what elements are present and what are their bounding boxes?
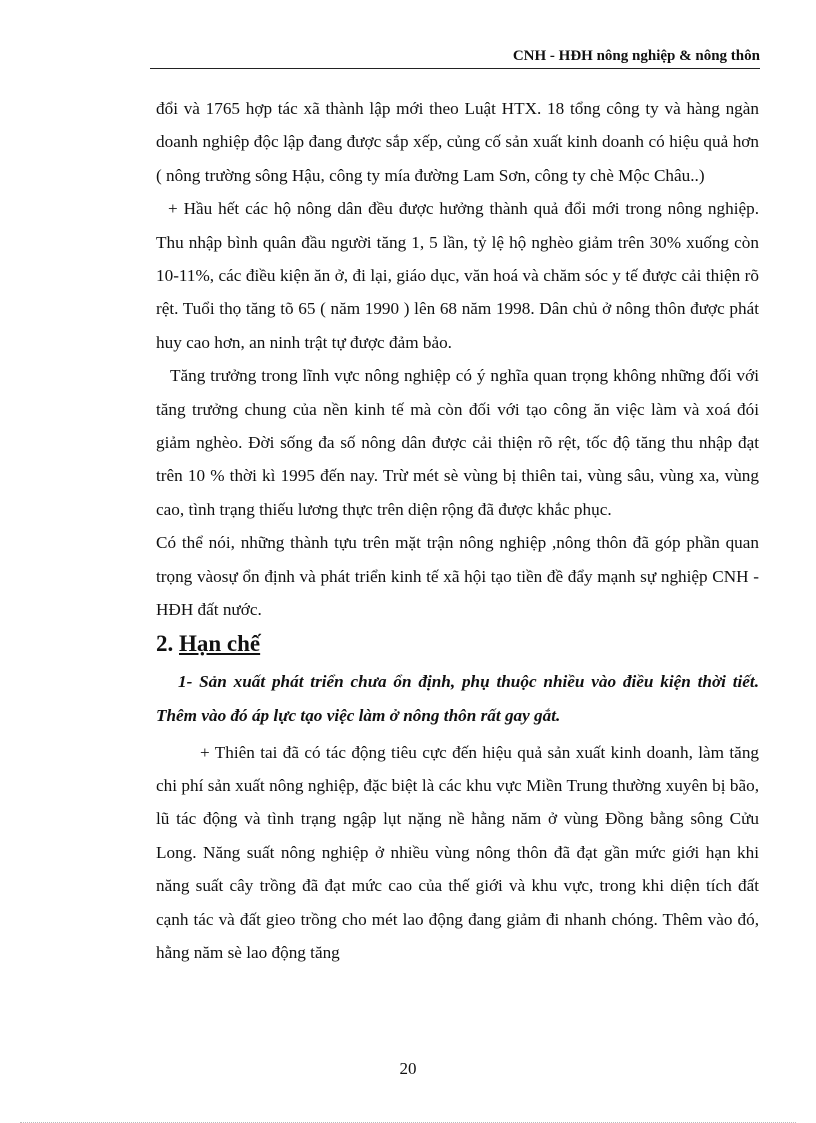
header-title: CNH - HĐH nông nghiệp & nông thôn	[512, 48, 760, 64]
section-number: 2.	[156, 630, 174, 656]
paragraph-natural-disasters: + Thiên tai đã có tác động tiêu cực đến hiệu quả sản xuất kinh doanh, làm tăng chi phí sản xuất nông nghiệp, đặc biệt là các khu vực Miền Trung thường xuyên bị bão, lũ tác động và tình trạng ngập lụt nặng nề hằng năm ở vùng Đồng bằng sông Cửu Long. Năng suất nông nghiệp ở nhiều vùng nông thôn đã đạt gần mức giới hạn khi năng suất cây trồng đã đạt mức cao của thế giới và khu vực, trong khi diện tích đất cạnh tác và đất gieo trồng cho mét lao động đang giảm đi nhanh chóng. Thêm vào đó, hằng năm sè lao động tăng	[156, 742, 759, 962]
paragraph-agricultural-growth: Tăng trưởng trong lĩnh vực nông nghiệp có ý nghĩa quan trọng không những đối với tăng trưởng chung của nền kinh tế mà còn đối với tạo công ăn việc làm và xoá đói giảm nghèo. Đời sống đa số nông dân được cải thiện rõ rệt, tốc độ tăng thu nhập đạt trên 10 % thời kì 1995 đến nay. Trừ mét sè vùng bị thiên tai, vùng sâu, vùng xa, vùng cao, tình trạng thiếu lương thực trên diện rộng đã được khắc phục.	[156, 366, 759, 519]
paragraph-farmer-benefits: + Hầu hết các hộ nông dân đều được hưởng thành quả đổi mới trong nông nghiệp. Thu nhập bình quân đầu người tăng 1, 5 lần, tỷ lệ hộ nghèo giảm trên 30% xuống còn 10-11%, các điều kiện ăn ở, đi lại, giáo dục, văn hoá và chăm sóc y tế được cải thiện rõ rệt. Tuổi thọ tăng tõ 65 ( năm 1990 ) lên 68 năm 1998. Dân chủ ở nông thôn được phát huy cao hơn, an ninh trật tự được đảm bảo.	[156, 199, 759, 352]
section-heading	[156, 628, 759, 660]
section-title: Hạn chế	[179, 630, 261, 656]
paragraph-htx-reorganization: đổi và 1765 hợp tác xã thành lập mới theo Luật HTX. 18 tổng công ty và hàng ngàn doanh nghiệp độc lập đang được sắp xếp, củng cố sản xuất kinh doanh có hiệu quả hơn ( nông trường sông Hậu, công ty mía đường Lam Sơn, công ty chè Mộc Châu..)	[156, 99, 759, 185]
document-body	[156, 92, 759, 969]
page-header	[150, 48, 760, 69]
page-number: 20	[399, 1059, 417, 1078]
subheading: 1- Sản xuất phát triển chưa ổn định, phụ thuộc nhiều vào điều kiện thời tiết. Thêm vào đó áp lực tạo việc làm ở nông thôn rất gay gắt.	[156, 671, 759, 725]
paragraph-conclusion: Có thể nói, những thành tựu trên mặt trận nông nghiệp ,nông thôn đã góp phần quan trọng vàosự ổn định và phát triển kinh tế xã hội tạo tiền đề đẩy mạnh sự nghiệp CNH - HĐH đất nước.	[156, 533, 759, 620]
